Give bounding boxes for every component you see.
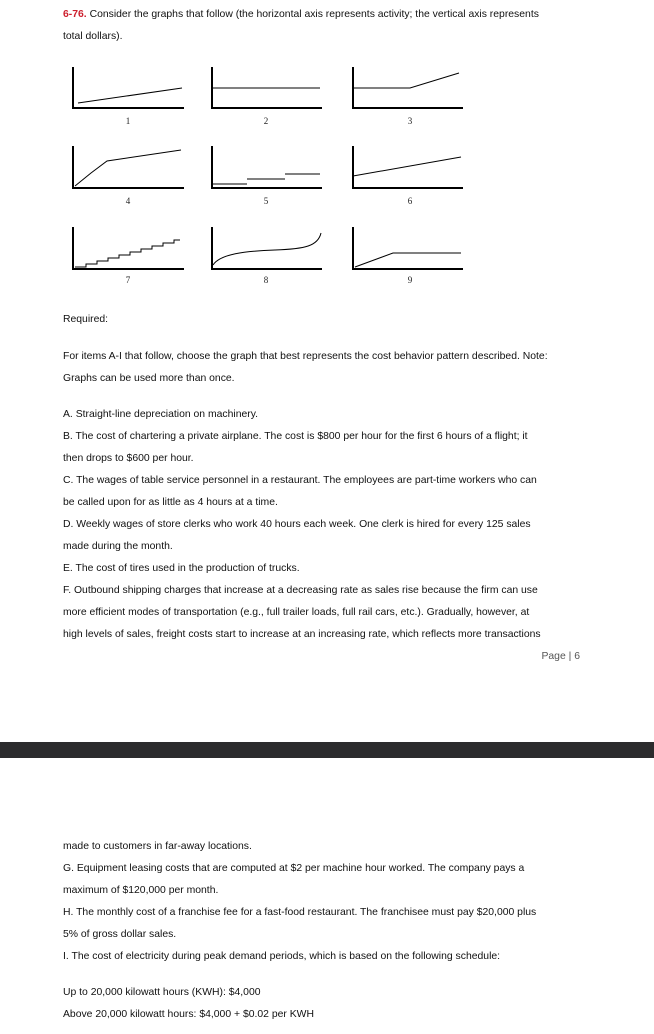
page-separator (0, 742, 654, 758)
item-e: E. The cost of tires used in the production of trucks. (63, 563, 300, 574)
graph-4 (73, 146, 184, 188)
page-number: Page | 6 (541, 651, 580, 662)
graph-3 (353, 67, 463, 108)
item-c-line-2: be called upon for as little as 4 hours at a time. (63, 497, 278, 508)
graph-label-2: 2 (263, 116, 269, 126)
graph-label-6: 6 (407, 196, 413, 206)
instructions-line-2: Graphs can be used more than once. (63, 373, 235, 384)
item-f-line-4: made to customers in far-away locations. (63, 841, 252, 852)
item-h-line-1: H. The monthly cost of a franchise fee for a fast-food restaurant. The franchisee must pay $20,000 plus (63, 907, 537, 918)
item-g-line-2: maximum of $120,000 per month. (63, 885, 219, 896)
item-i-line-1: I. The cost of electricity during peak demand periods, which is based on the following schedule: (63, 951, 501, 962)
graph-label-4: 4 (125, 196, 131, 206)
problem-number: 6-76. (63, 9, 87, 20)
problem-intro-line-2: total dollars). (63, 31, 123, 42)
item-h-line-2: 5% of gross dollar sales. (63, 929, 177, 940)
schedule-row-2: Above 20,000 kilowatt hours: $4,000 + $0.02 per KWH (63, 1009, 314, 1020)
schedule-row-1: Up to 20,000 kilowatt hours (KWH): $4,000 (63, 987, 261, 998)
graph-label-8: 8 (263, 275, 269, 285)
item-d-line-1: D. Weekly wages of store clerks who work 40 hours each week. One clerk is hired for every 125 sales (63, 519, 531, 530)
graph-6 (353, 146, 463, 188)
item-d-line-2: made during the month. (63, 541, 173, 552)
graph-label-9: 9 (407, 275, 413, 285)
graph-2 (212, 67, 322, 108)
graph-label-1: 1 (125, 116, 131, 126)
item-a: A. Straight-line depreciation on machinery. (63, 409, 259, 420)
item-b-line-1: B. The cost of chartering a private airplane. The cost is $800 per hour for the first 6 hours of a flight; it (63, 431, 528, 442)
item-f-line-1: F. Outbound shipping charges that increase at a decreasing rate as sales rise because the firm can use (63, 585, 538, 596)
graph-1 (73, 67, 184, 108)
item-g-line-1: G. Equipment leasing costs that are computed at $2 per machine hour worked. The company pays a (63, 863, 525, 874)
graph-label-7: 7 (125, 275, 131, 285)
item-f-line-3: high levels of sales, freight costs start to increase at an increasing rate, which reflects more transactions (63, 629, 541, 640)
required-heading: Required: (63, 314, 109, 325)
instructions-line-1: For items A-I that follow, choose the graph that best represents the cost behavior pattern described. Note: (63, 351, 548, 362)
graph-5 (212, 146, 322, 188)
graph-7 (73, 227, 184, 269)
graph-9 (353, 227, 463, 269)
cost-behavior-graphs (0, 0, 654, 300)
page-2 (0, 758, 654, 1034)
graph-label-5: 5 (263, 196, 269, 206)
graph-label-3: 3 (407, 116, 413, 126)
problem-intro-text: Consider the graphs that follow (the horizontal axis represents activity; the vertical axis represents (89, 9, 539, 20)
item-b-line-2: then drops to $600 per hour. (63, 453, 194, 464)
item-f-line-2: more efficient modes of transportation (e.g., full trailer loads, full rail cars, etc.). Gradually, however, at (63, 607, 530, 618)
graph-8 (212, 227, 322, 269)
item-c-line-1: C. The wages of table service personnel in a restaurant. The employees are part-time workers who can (63, 475, 537, 486)
